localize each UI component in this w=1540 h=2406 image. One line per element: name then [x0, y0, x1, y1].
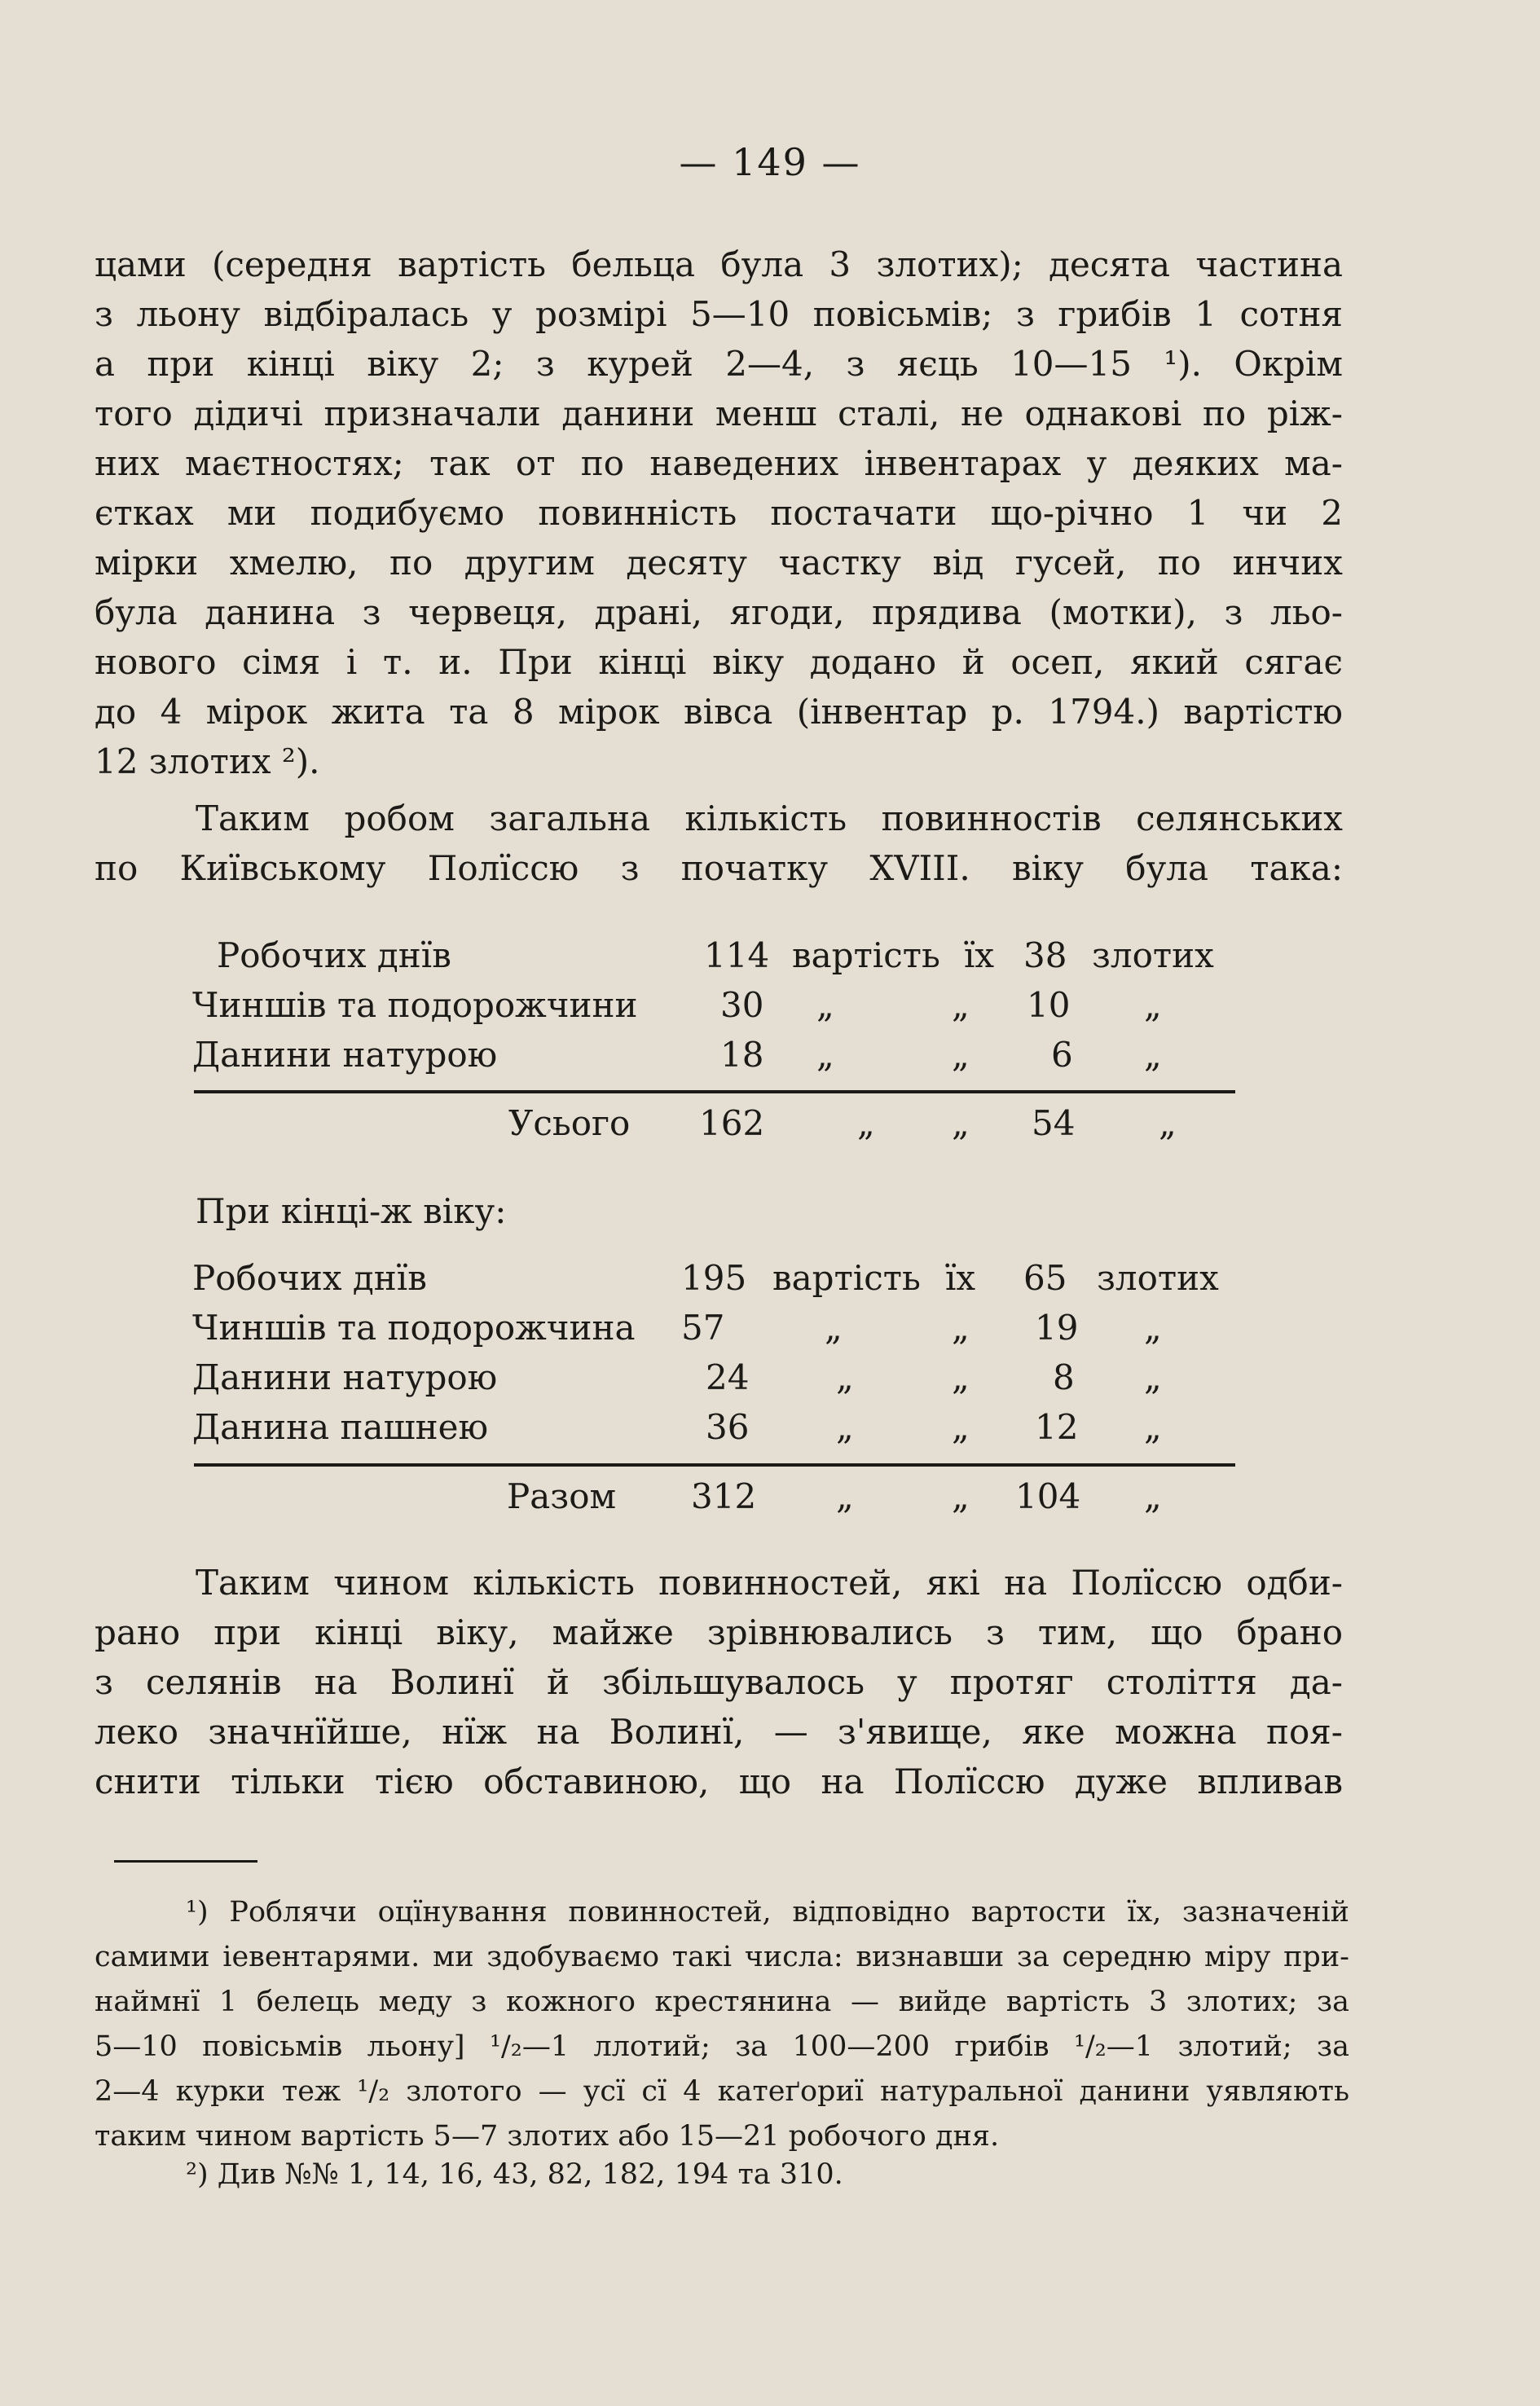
row-days: 18: [720, 1035, 764, 1075]
text-line: до 4 мірок жита та 8 мірок вівса (інвентар р. 1794.) вартістю: [95, 692, 1343, 732]
footnote-line: ¹) Роблячи оцїнування повинностей, відповідно вартости їх, зазначеній: [186, 1896, 1349, 1929]
total-sep2: „: [952, 1103, 970, 1143]
footnote-line: самими іевентарями. ми здобуваємо такі числа: визнавши за середню міру при-: [95, 1941, 1349, 1973]
text-line: з селянів на Волинї й збільшувалось у протяг століття да-: [95, 1662, 1343, 1702]
row-sep1: вартість: [772, 1258, 921, 1298]
total-sep1: „: [836, 1476, 854, 1516]
row-days: 24: [706, 1357, 750, 1397]
footnote-line: таким чином вартість 5—7 злотих або 15—21 робочого дня.: [95, 2120, 1000, 2153]
table-row: [192, 1258, 1235, 1304]
total-unit: „: [1144, 1476, 1162, 1516]
row-days: 36: [706, 1407, 750, 1447]
footnote-line: 2—4 курки теж ¹/₂ злотого — усї сї 4 катеґориї натуральної данини уявляють: [95, 2075, 1349, 2108]
row-unit: злотих: [1092, 935, 1214, 975]
table-total-row: [192, 1476, 1235, 1522]
total-sep2: „: [952, 1476, 970, 1516]
text-line: нового сімя і т. и. При кінці віку додано й осеп, який сягає: [95, 642, 1343, 682]
text-line: леко значнїйше, нїж на Волинї, — з'явище, яке можна поя-: [95, 1712, 1343, 1752]
footnote-line: 5—10 повісьмів льону] ¹/₂—1 ллотий; за 100—200 грибів ¹/₂—1 злотий; за: [95, 2030, 1349, 2063]
sum-rule: [194, 1090, 1235, 1093]
row-label: Чиншів та подорожчина: [192, 1308, 636, 1348]
row-sep1: „: [816, 985, 834, 1025]
table2-lead: При кінці-ж віку:: [196, 1191, 507, 1231]
row-value: 12: [1035, 1407, 1079, 1447]
total-days: 162: [699, 1103, 765, 1143]
total-label: Разом: [507, 1476, 617, 1516]
row-label: Робочих днїв: [217, 935, 451, 975]
row-unit: „: [1144, 1035, 1162, 1075]
row-sep1: „: [825, 1308, 843, 1348]
table-row: [192, 1308, 1235, 1353]
total-label: Усього: [508, 1103, 631, 1143]
row-sep1: „: [836, 1357, 854, 1397]
footnote-2: [95, 2153, 1349, 2197]
sum-rule: [194, 1463, 1235, 1467]
paragraph-1: [95, 240, 1343, 786]
table-row: [192, 985, 1235, 1031]
total-days: 312: [691, 1476, 757, 1516]
row-value: 65: [1023, 1258, 1067, 1298]
footnote-line: ²) Див №№ 1, 14, 16, 43, 82, 182, 194 та 310.: [186, 2158, 843, 2191]
row-unit: „: [1144, 1407, 1162, 1447]
footnote-separator: [114, 1860, 257, 1863]
row-sep2: „: [952, 985, 970, 1025]
row-value: 19: [1035, 1308, 1079, 1348]
row-unit: „: [1144, 1357, 1162, 1397]
row-days: 114: [704, 935, 770, 975]
row-days: 30: [720, 985, 764, 1025]
table-row: [192, 1407, 1235, 1453]
text-line: них маєтностях; так от по наведених інвентарах у деяких ма-: [95, 443, 1343, 483]
text-line: Таким робом загальна кількість повинностів селянських: [196, 798, 1343, 838]
text-line: снити тільки тією обставиною, що на Полїссю дуже впливав: [95, 1762, 1343, 1801]
row-sep1: „: [836, 1407, 854, 1447]
row-label: Чиншів та подорожчини: [192, 985, 638, 1025]
row-sep2: „: [952, 1357, 970, 1397]
row-value: 38: [1023, 935, 1067, 975]
total-value: 104: [1015, 1476, 1081, 1516]
row-sep2: „: [952, 1308, 970, 1348]
row-sep2: їх: [945, 1258, 976, 1298]
row-sep2: „: [952, 1407, 970, 1447]
row-unit: „: [1144, 1308, 1162, 1348]
table-row: [192, 1035, 1235, 1080]
total-unit: „: [1159, 1103, 1177, 1143]
table-row: [192, 935, 1235, 981]
row-label: Данини натурою: [192, 1035, 498, 1075]
paragraph-3: [95, 1558, 1343, 1806]
table-row: [192, 1357, 1235, 1403]
text-line: мірки хмелю, по другим десяту частку від гусей, по инчих: [95, 543, 1343, 583]
row-label: Робочих днїв: [192, 1258, 427, 1298]
row-sep2: „: [952, 1035, 970, 1075]
row-label: Данина пашнею: [192, 1407, 489, 1447]
row-value: 6: [1051, 1035, 1073, 1075]
text-line: Таким чином кількість повинностей, які на Полїссю одби-: [196, 1563, 1343, 1603]
row-days: 57: [681, 1308, 725, 1348]
row-value: 8: [1053, 1357, 1075, 1397]
row-days: 195: [681, 1258, 747, 1298]
row-unit: „: [1144, 985, 1162, 1025]
text-line: єтках ми подибуємо повинність постачати що-річно 1 чи 2: [95, 493, 1343, 533]
page-number: — 149 —: [679, 140, 861, 184]
text-line: того дідичі призначали данини менш сталі, не однакові по ріж-: [95, 394, 1343, 433]
text-line: а при кінці віку 2; з курей 2—4, з яєць 10—15 ¹). Окрім: [95, 344, 1343, 384]
text-line: була данина з червеця, драні, ягоди, прядива (мотки), з льо-: [95, 592, 1343, 632]
total-sep1: „: [857, 1103, 875, 1143]
text-line: цами (середня вартість бельца була 3 злотих); десята частина: [95, 244, 1343, 284]
footnote-line: наймнї 1 белець меду з кожного крестянина — вийде вартість 3 злотих; за: [95, 1986, 1349, 2018]
text-line: 12 злотих ²).: [95, 741, 320, 781]
row-sep1: „: [816, 1035, 834, 1075]
footnote-1: [95, 1890, 1349, 2159]
text-line: рано при кінці віку, майже зрівнювались з тим, що брано: [95, 1612, 1343, 1652]
text-line: з льону відбіралась у розмірі 5—10 повісьмів; з грибів 1 сотня: [95, 294, 1343, 334]
row-unit: злотих: [1097, 1258, 1219, 1298]
row-value: 10: [1027, 985, 1071, 1025]
row-sep1: вартість: [792, 935, 940, 975]
paragraph-2: [95, 794, 1343, 893]
text-line: по Київському Полїссю з початку XVIII. віку була така:: [95, 848, 1343, 888]
row-sep2: їх: [964, 935, 995, 975]
row-label: Данини натурою: [192, 1357, 498, 1397]
table-total-row: [192, 1103, 1235, 1149]
total-value: 54: [1032, 1103, 1076, 1143]
